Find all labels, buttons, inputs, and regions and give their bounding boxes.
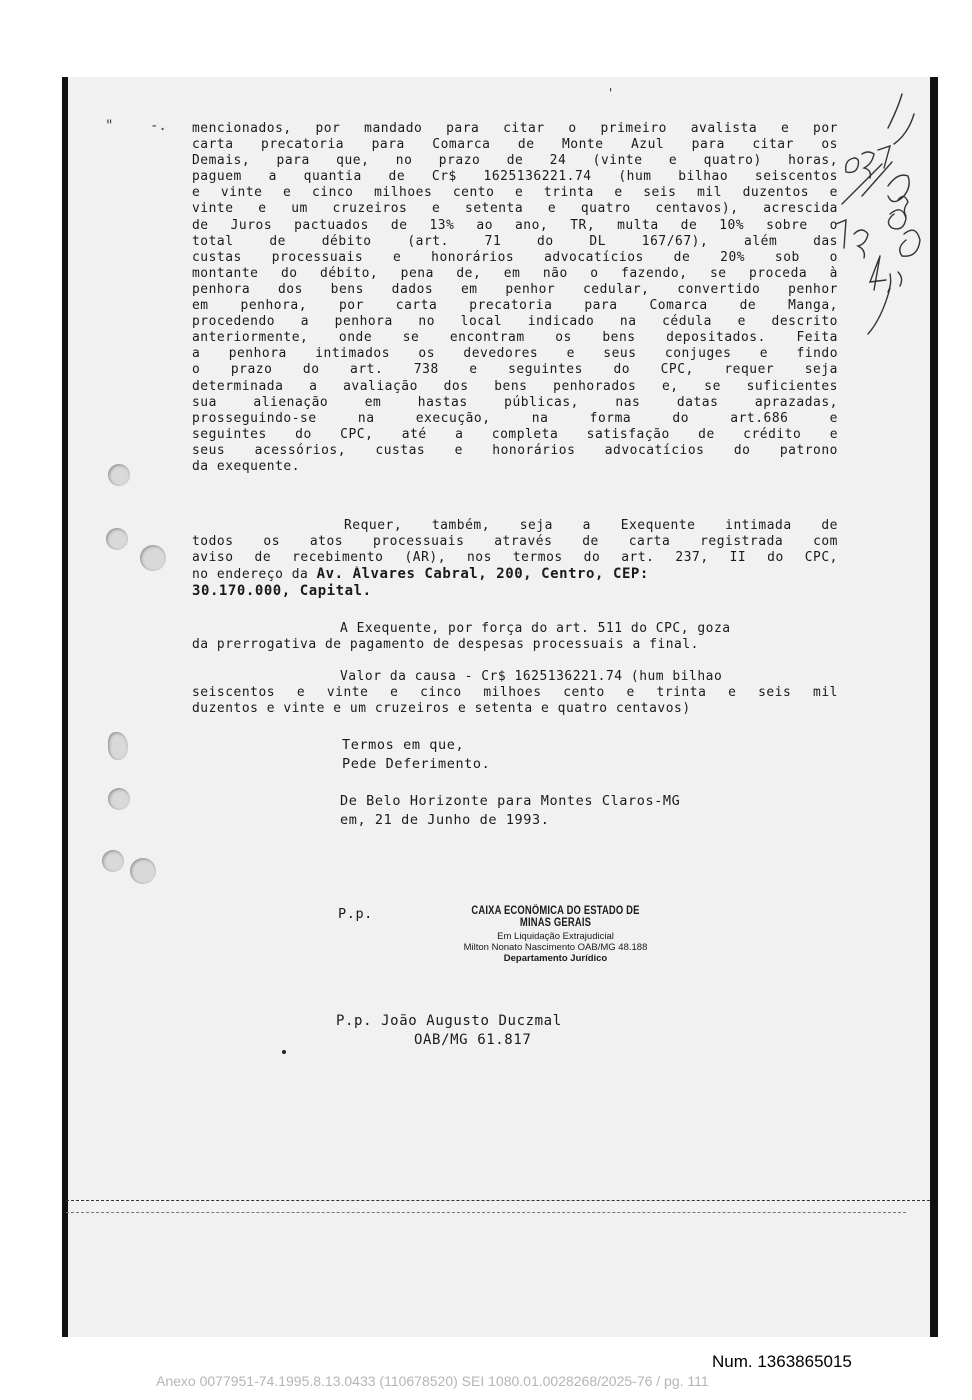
text-fragment: no endereço da bbox=[192, 567, 309, 583]
handwritten-annotation bbox=[832, 84, 942, 354]
text-line: seus acessórios, custas e honorários advocatícios do patrono bbox=[192, 442, 838, 458]
text-line: vinte e um cruzeiros e setenta e quatro centavos), acrescida bbox=[192, 201, 838, 217]
closing-formula bbox=[342, 736, 490, 774]
stamp-department: Departamento Jurídico bbox=[503, 953, 608, 964]
text-line: montante do débito, pena de, em não o fazendo, se proceda à bbox=[192, 265, 838, 281]
text-line: paguem a quantia de Cr$ 1625136221.74 (hum bilhao seiscentos bbox=[192, 169, 838, 185]
punch-hole bbox=[108, 732, 128, 760]
punch-hole bbox=[108, 464, 130, 486]
stamp-attorney: Milton Nonato Nascimento OAB/MG 48.188 bbox=[463, 942, 648, 953]
text-line: sua alienação em hastas públicas, nas datas aprazadas, bbox=[192, 394, 838, 410]
text-line: da exequente. bbox=[192, 458, 301, 474]
text-line: a penhora intimados os devedores e seus conjuges e findo bbox=[192, 346, 838, 362]
text-line: De Belo Horizonte para Montes Claros-MG bbox=[340, 793, 681, 809]
text-line: de Juros pactuados de 13% ao ano, TR, multa de 10% sobre o bbox=[192, 217, 838, 233]
tick-mark: ' bbox=[607, 86, 615, 100]
dashed-divider bbox=[66, 1212, 906, 1213]
punch-hole bbox=[130, 858, 156, 884]
ink-dot bbox=[282, 1050, 286, 1054]
text-line: seiscentos e vinte e cinco milhoes cento e trinta e seis mil bbox=[192, 685, 838, 701]
law-department-stamp bbox=[438, 905, 673, 964]
document-number: Num. 1363865015 bbox=[712, 1352, 852, 1371]
text-line: em penhora, por carta precatoria para Comarca de Manga, bbox=[192, 298, 838, 314]
text-line bbox=[192, 669, 838, 685]
punch-hole bbox=[140, 545, 166, 571]
text-line: mencionados, por mandado para citar o primeiro avalista e por bbox=[192, 121, 838, 136]
text-line: o prazo do art. 738 e seguintes do CPC, requer seja bbox=[192, 362, 838, 378]
attorney-oab: OAB/MG 61.817 bbox=[414, 1032, 532, 1048]
text-line: Pede Deferimento. bbox=[342, 756, 491, 772]
text-line: da prerrogativa de pagamento de despesas processuais a final. bbox=[192, 637, 699, 653]
address-text: Av. Álvares Cabral, 200, Centro, CEP: bbox=[316, 566, 649, 583]
stamp-organization: CAIXA ECONÔMICA DO ESTADO DE MINAS GERAIS bbox=[471, 905, 640, 929]
text-line: custas processuais e honorários advocatícios de 20% sob o bbox=[192, 249, 838, 265]
attorney-signature bbox=[336, 1012, 562, 1050]
text-line: seguintes do CPC, até a completa satisfação de crédito e bbox=[192, 426, 838, 442]
text-fragment: Valor da causa - Cr$ 1625136221.74 (hum bilhao bbox=[340, 669, 723, 684]
text-line: total de débito (art. 71 do DL 167/67), além das bbox=[192, 233, 838, 249]
text-fragment: Requer, também, seja a Exequente intimada de bbox=[344, 518, 838, 533]
text-line: determinada a avaliação dos bens penhorados e, se suficientes bbox=[192, 378, 838, 394]
text-line: todos os atos processuais através de carta registrada com bbox=[192, 534, 838, 550]
text-line: prosseguindo-se na execução, na forma do art.686 e bbox=[192, 410, 838, 426]
text-line: duzentos e vinte e um cruzeiros e setenta e quatro centavos) bbox=[192, 701, 691, 717]
dashed-divider bbox=[66, 1200, 930, 1201]
punch-hole bbox=[106, 528, 128, 550]
pp-label: P.p. bbox=[338, 906, 373, 922]
text-line: aviso de recebimento (AR), nos termos do art. 237, II do CPC, bbox=[192, 550, 838, 566]
text-line: Demais, para que, no prazo de 24 (vinte e quatro) horas, bbox=[192, 153, 838, 169]
text-line: e vinte e cinco milhoes cento e trinta e seis mil duzentos e bbox=[192, 185, 838, 201]
text-line: em, 21 de Junho de 1993. bbox=[340, 812, 550, 828]
punch-hole bbox=[102, 850, 124, 872]
text-line bbox=[192, 621, 838, 637]
text-line: penhora dos bens dados em penhor cedular, convertido penhor bbox=[192, 281, 838, 297]
stray-mark: -. bbox=[150, 118, 167, 134]
text-line: anteriormente, onde se encontram os bens depositados. Feita bbox=[192, 330, 838, 346]
address-text: 30.170.000, Capital. bbox=[192, 583, 372, 600]
text-line bbox=[192, 566, 838, 583]
text-fragment: A Exequente, por força do art. 511 do CPC, goza bbox=[340, 621, 731, 636]
paragraph-fee-exemption bbox=[192, 621, 838, 653]
text-line: carta precatoria para Comarca de Monte Azul para citar os bbox=[192, 137, 838, 153]
document-reference: Anexo 0077951-74.1995.8.13.0433 (110678520) SEI 1080.01.0028268/2025-76 / pg. 111 bbox=[156, 1373, 709, 1389]
paragraph-notification-request bbox=[192, 518, 838, 599]
text-line: Termos em que, bbox=[342, 737, 465, 753]
stray-mark: " bbox=[105, 118, 114, 134]
place-and-date bbox=[340, 792, 680, 830]
paragraph-case-value bbox=[192, 669, 838, 717]
stamp-status: Em Liquidação Extrajudicial bbox=[497, 931, 614, 942]
punch-hole bbox=[108, 788, 130, 810]
attorney-name: P.p. João Augusto Duczmal bbox=[336, 1013, 562, 1029]
text-line bbox=[192, 518, 838, 534]
scan-edge-left bbox=[62, 77, 68, 1337]
text-line: procedendo a penhora no local indicado na cédula e descrito bbox=[192, 314, 838, 330]
paragraph-petition-body bbox=[192, 121, 838, 475]
